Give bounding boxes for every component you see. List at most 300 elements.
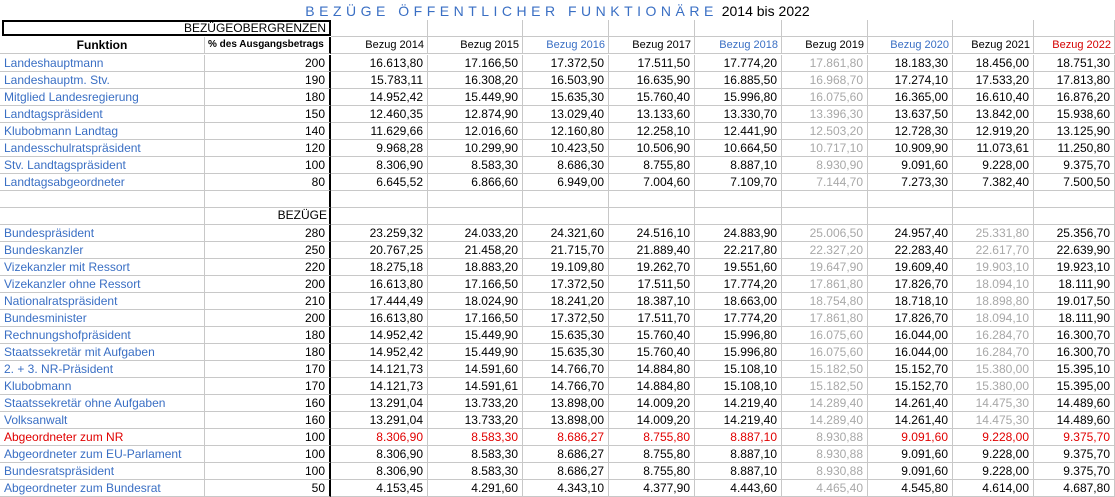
row-pct: 250 bbox=[205, 242, 331, 259]
row-value: 16.075,60 bbox=[782, 327, 868, 344]
row-value: 8.930,88 bbox=[782, 429, 868, 446]
row-value: 22.283,40 bbox=[868, 242, 953, 259]
column-header-year: Bezug 2018 bbox=[695, 37, 782, 54]
row-name: Abgeordneter zum EU-Parlament bbox=[0, 446, 205, 463]
row-value: 9.091,60 bbox=[868, 429, 953, 446]
row-value: 16.610,40 bbox=[953, 89, 1034, 106]
row-value: 8.755,80 bbox=[609, 429, 695, 446]
row-pct: 200 bbox=[205, 310, 331, 327]
row-value: 8.755,80 bbox=[609, 157, 695, 174]
row-value: 15.783,11 bbox=[331, 72, 428, 89]
row-pct: 160 bbox=[205, 395, 331, 412]
row-value: 18.275,18 bbox=[331, 259, 428, 276]
row-pct: 200 bbox=[205, 55, 331, 72]
row-value: 8.887,10 bbox=[695, 157, 782, 174]
row-value: 7.273,30 bbox=[868, 174, 953, 191]
page-title bbox=[0, 2, 1115, 20]
row-value: 18.183,30 bbox=[868, 55, 953, 72]
row-value: 15.996,80 bbox=[695, 344, 782, 361]
row-value: 8.887,10 bbox=[695, 463, 782, 480]
row-value: 12.874,90 bbox=[428, 106, 523, 123]
row-value: 24.957,40 bbox=[868, 225, 953, 242]
row-value: 15.182,50 bbox=[782, 361, 868, 378]
blank-cell bbox=[609, 20, 695, 37]
row-value: 4.377,90 bbox=[609, 480, 695, 497]
row-value: 14.009,20 bbox=[609, 412, 695, 429]
row-value: 8.306,90 bbox=[331, 157, 428, 174]
row-value: 4.153,45 bbox=[331, 480, 428, 497]
row-value: 14.766,70 bbox=[523, 378, 609, 395]
row-value: 10.506,90 bbox=[609, 140, 695, 157]
row-value: 19.647,90 bbox=[782, 259, 868, 276]
row-pct: 160 bbox=[205, 412, 331, 429]
row-value: 15.380,00 bbox=[953, 361, 1034, 378]
row-value: 14.884,80 bbox=[609, 361, 695, 378]
row-value: 7.500,50 bbox=[1034, 174, 1115, 191]
row-value: 13.330,70 bbox=[695, 106, 782, 123]
row-value: 18.024,90 bbox=[428, 293, 523, 310]
row-value: 8.686,27 bbox=[523, 429, 609, 446]
row-value: 13.733,20 bbox=[428, 395, 523, 412]
blank-cell bbox=[695, 208, 782, 225]
row-value: 17.511,70 bbox=[609, 310, 695, 327]
row-value: 17.511,50 bbox=[609, 276, 695, 293]
row-pct: 150 bbox=[205, 106, 331, 123]
row-value: 17.444,49 bbox=[331, 293, 428, 310]
row-value: 17.774,20 bbox=[695, 55, 782, 72]
section-label-grenzen: BEZÜGEOBERGRENZEN bbox=[2, 20, 331, 36]
row-value: 10.909,90 bbox=[868, 140, 953, 157]
row-value: 14.766,70 bbox=[523, 361, 609, 378]
blank-cell bbox=[868, 208, 953, 225]
row-value: 15.635,30 bbox=[523, 344, 609, 361]
row-value: 13.898,00 bbox=[523, 395, 609, 412]
row-value: 17.826,70 bbox=[868, 276, 953, 293]
row-value: 24.883,90 bbox=[695, 225, 782, 242]
row-value: 12.441,90 bbox=[695, 123, 782, 140]
row-value: 14.121,73 bbox=[331, 378, 428, 395]
row-value: 13.637,50 bbox=[868, 106, 953, 123]
row-value: 19.609,40 bbox=[868, 259, 953, 276]
row-value: 4.343,10 bbox=[523, 480, 609, 497]
row-value: 15.996,80 bbox=[695, 327, 782, 344]
row-value: 15.760,40 bbox=[609, 327, 695, 344]
column-header-year: Bezug 2020 bbox=[868, 37, 953, 54]
title-spaced: BEZÜGE ÖFFENTLICHER FUNKTIONÄRE bbox=[305, 3, 718, 19]
blank-cell bbox=[331, 20, 428, 37]
row-value: 18.387,10 bbox=[609, 293, 695, 310]
blank-cell bbox=[205, 191, 331, 208]
row-value: 14.009,20 bbox=[609, 395, 695, 412]
row-value: 22.217,80 bbox=[695, 242, 782, 259]
row-name: Staatssekretär mit Aufgaben bbox=[0, 344, 205, 361]
row-value: 8.686,30 bbox=[523, 157, 609, 174]
row-value: 8.306,90 bbox=[331, 429, 428, 446]
blank-cell bbox=[1034, 191, 1115, 208]
row-value: 18.754,80 bbox=[782, 293, 868, 310]
row-value: 9.091,60 bbox=[868, 463, 953, 480]
row-value: 18.751,30 bbox=[1034, 55, 1115, 72]
row-value: 8.686,27 bbox=[523, 446, 609, 463]
row-value: 8.306,90 bbox=[331, 463, 428, 480]
blank-cell bbox=[695, 191, 782, 208]
row-value: 13.125,90 bbox=[1034, 123, 1115, 140]
row-pct: 100 bbox=[205, 446, 331, 463]
blank-cell bbox=[428, 208, 523, 225]
row-value: 24.033,20 bbox=[428, 225, 523, 242]
row-value: 17.861,80 bbox=[782, 310, 868, 327]
row-pct: 170 bbox=[205, 361, 331, 378]
row-value: 16.968,70 bbox=[782, 72, 868, 89]
blank-cell bbox=[1034, 208, 1115, 225]
row-value: 9.228,00 bbox=[953, 463, 1034, 480]
row-pct: 100 bbox=[205, 429, 331, 446]
row-pct: 80 bbox=[205, 174, 331, 191]
row-value: 15.760,40 bbox=[609, 89, 695, 106]
row-value: 13.396,30 bbox=[782, 106, 868, 123]
row-value: 15.152,70 bbox=[868, 378, 953, 395]
row-value: 15.380,00 bbox=[953, 378, 1034, 395]
blank-cell bbox=[428, 20, 523, 37]
row-value: 22.639,90 bbox=[1034, 242, 1115, 259]
row-value: 13.898,00 bbox=[523, 412, 609, 429]
row-value: 25.331,80 bbox=[953, 225, 1034, 242]
row-value: 14.884,80 bbox=[609, 378, 695, 395]
row-value: 9.228,00 bbox=[953, 429, 1034, 446]
row-value: 14.475,30 bbox=[953, 395, 1034, 412]
row-value: 6.866,60 bbox=[428, 174, 523, 191]
row-value: 14.952,42 bbox=[331, 327, 428, 344]
row-value: 12.503,20 bbox=[782, 123, 868, 140]
row-value: 19.262,70 bbox=[609, 259, 695, 276]
row-value: 18.456,00 bbox=[953, 55, 1034, 72]
row-value: 16.300,70 bbox=[1034, 344, 1115, 361]
row-value: 7.109,70 bbox=[695, 174, 782, 191]
blank-cell bbox=[1034, 20, 1115, 37]
row-value: 9.091,60 bbox=[868, 446, 953, 463]
row-value: 17.861,80 bbox=[782, 55, 868, 72]
blank-cell bbox=[0, 191, 205, 208]
row-value: 18.241,20 bbox=[523, 293, 609, 310]
row-value: 12.016,60 bbox=[428, 123, 523, 140]
row-pct: 140 bbox=[205, 123, 331, 140]
row-name: Bundesminister bbox=[0, 310, 205, 327]
row-value: 14.121,73 bbox=[331, 361, 428, 378]
blank-cell bbox=[868, 20, 953, 37]
row-value: 14.591,61 bbox=[428, 378, 523, 395]
row-value: 14.952,42 bbox=[331, 344, 428, 361]
row-pct: 280 bbox=[205, 225, 331, 242]
blank-cell bbox=[331, 208, 428, 225]
row-value: 17.274,10 bbox=[868, 72, 953, 89]
row-value: 9.968,28 bbox=[331, 140, 428, 157]
row-name: Abgeordneter zum NR bbox=[0, 429, 205, 446]
blank-cell bbox=[523, 20, 609, 37]
row-pct: 180 bbox=[205, 89, 331, 106]
row-value: 17.774,20 bbox=[695, 310, 782, 327]
row-value: 18.883,20 bbox=[428, 259, 523, 276]
row-value: 17.372,50 bbox=[523, 276, 609, 293]
row-value: 14.289,40 bbox=[782, 395, 868, 412]
row-value: 15.152,70 bbox=[868, 361, 953, 378]
row-value: 21.715,70 bbox=[523, 242, 609, 259]
row-value: 10.299,90 bbox=[428, 140, 523, 157]
row-pct: 200 bbox=[205, 276, 331, 293]
row-value: 12.460,35 bbox=[331, 106, 428, 123]
row-value: 22.617,70 bbox=[953, 242, 1034, 259]
row-name: Vizekanzler ohne Ressort bbox=[0, 276, 205, 293]
row-value: 8.686,27 bbox=[523, 463, 609, 480]
row-value: 17.826,70 bbox=[868, 310, 953, 327]
row-value: 7.004,60 bbox=[609, 174, 695, 191]
row-value: 4.465,40 bbox=[782, 480, 868, 497]
row-value: 21.458,20 bbox=[428, 242, 523, 259]
row-value: 24.321,60 bbox=[523, 225, 609, 242]
row-value: 17.774,20 bbox=[695, 276, 782, 293]
row-value: 25.006,50 bbox=[782, 225, 868, 242]
row-value: 15.449,90 bbox=[428, 89, 523, 106]
row-value: 16.284,70 bbox=[953, 344, 1034, 361]
row-value: 20.767,25 bbox=[331, 242, 428, 259]
row-value: 13.842,00 bbox=[953, 106, 1034, 123]
row-value: 7.144,70 bbox=[782, 174, 868, 191]
row-value: 16.308,20 bbox=[428, 72, 523, 89]
row-value: 16.613,80 bbox=[331, 310, 428, 327]
row-value: 9.228,00 bbox=[953, 446, 1034, 463]
row-value: 18.898,80 bbox=[953, 293, 1034, 310]
row-value: 4.443,60 bbox=[695, 480, 782, 497]
row-value: 18.094,10 bbox=[953, 276, 1034, 293]
row-value: 14.219,40 bbox=[695, 412, 782, 429]
row-pct: 180 bbox=[205, 327, 331, 344]
row-value: 15.395,10 bbox=[1034, 361, 1115, 378]
row-pct: 210 bbox=[205, 293, 331, 310]
row-value: 19.923,10 bbox=[1034, 259, 1115, 276]
row-value: 8.930,88 bbox=[782, 446, 868, 463]
row-value: 15.108,10 bbox=[695, 378, 782, 395]
row-pct: 100 bbox=[205, 463, 331, 480]
column-header-year: Bezug 2015 bbox=[428, 37, 523, 54]
column-header-funktion: Funktion bbox=[0, 37, 205, 54]
row-value: 17.372,50 bbox=[523, 310, 609, 327]
row-value: 4.545,80 bbox=[868, 480, 953, 497]
row-pct: 170 bbox=[205, 378, 331, 395]
row-name: Vizekanzler mit Ressort bbox=[0, 259, 205, 276]
row-value: 16.613,80 bbox=[331, 276, 428, 293]
row-value: 16.503,90 bbox=[523, 72, 609, 89]
row-value: 12.728,30 bbox=[868, 123, 953, 140]
row-value: 15.449,90 bbox=[428, 344, 523, 361]
row-value: 14.261,40 bbox=[868, 412, 953, 429]
row-name: Landesschulratspräsident bbox=[0, 140, 205, 157]
column-header-year: Bezug 2017 bbox=[609, 37, 695, 54]
row-value: 22.327,20 bbox=[782, 242, 868, 259]
row-value: 8.887,10 bbox=[695, 429, 782, 446]
row-value: 14.261,40 bbox=[868, 395, 953, 412]
row-value: 11.629,66 bbox=[331, 123, 428, 140]
row-value: 17.861,80 bbox=[782, 276, 868, 293]
row-value: 17.372,50 bbox=[523, 55, 609, 72]
row-name: Bundeskanzler bbox=[0, 242, 205, 259]
row-value: 16.300,70 bbox=[1034, 327, 1115, 344]
row-name: Staatssekretär ohne Aufgaben bbox=[0, 395, 205, 412]
row-value: 12.160,80 bbox=[523, 123, 609, 140]
blank-cell bbox=[428, 191, 523, 208]
row-value: 18.111,90 bbox=[1034, 276, 1115, 293]
column-header-year: Bezug 2016 bbox=[523, 37, 609, 54]
row-value: 9.091,60 bbox=[868, 157, 953, 174]
row-value: 15.635,30 bbox=[523, 327, 609, 344]
row-value: 18.663,00 bbox=[695, 293, 782, 310]
blank-cell bbox=[331, 191, 428, 208]
column-header-year: Bezug 2019 bbox=[782, 37, 868, 54]
row-name: Bundespräsident bbox=[0, 225, 205, 242]
blank-cell bbox=[953, 208, 1034, 225]
row-value: 16.075,60 bbox=[782, 89, 868, 106]
row-pct: 50 bbox=[205, 480, 331, 497]
row-name: 2. + 3. NR-Präsident bbox=[0, 361, 205, 378]
row-value: 15.635,30 bbox=[523, 89, 609, 106]
row-value: 8.306,90 bbox=[331, 446, 428, 463]
row-value: 14.591,60 bbox=[428, 361, 523, 378]
row-value: 13.133,60 bbox=[609, 106, 695, 123]
row-value: 18.718,10 bbox=[868, 293, 953, 310]
row-value: 17.511,50 bbox=[609, 55, 695, 72]
row-value: 21.889,40 bbox=[609, 242, 695, 259]
row-value: 8.887,10 bbox=[695, 446, 782, 463]
row-value: 9.375,70 bbox=[1034, 157, 1115, 174]
row-value: 10.423,50 bbox=[523, 140, 609, 157]
row-pct: 190 bbox=[205, 72, 331, 89]
row-name: Stv. Landtagspräsident bbox=[0, 157, 205, 174]
row-name: Nationalratspräsident bbox=[0, 293, 205, 310]
row-value: 15.938,60 bbox=[1034, 106, 1115, 123]
row-value: 13.291,04 bbox=[331, 412, 428, 429]
row-value: 18.111,90 bbox=[1034, 310, 1115, 327]
row-value: 12.258,10 bbox=[609, 123, 695, 140]
row-value: 6.645,52 bbox=[331, 174, 428, 191]
row-name: Bundesratspräsident bbox=[0, 463, 205, 480]
row-value: 15.760,40 bbox=[609, 344, 695, 361]
blank-cell bbox=[523, 208, 609, 225]
row-value: 8.930,90 bbox=[782, 157, 868, 174]
row-value: 16.284,70 bbox=[953, 327, 1034, 344]
row-value: 11.250,80 bbox=[1034, 140, 1115, 157]
row-value: 23.259,32 bbox=[331, 225, 428, 242]
row-value: 10.664,50 bbox=[695, 140, 782, 157]
row-value: 4.291,60 bbox=[428, 480, 523, 497]
column-header-year: Bezug 2021 bbox=[953, 37, 1034, 54]
row-value: 8.583,30 bbox=[428, 446, 523, 463]
row-value: 4.687,80 bbox=[1034, 480, 1115, 497]
row-name: Volksanwalt bbox=[0, 412, 205, 429]
row-value: 6.949,00 bbox=[523, 174, 609, 191]
row-pct: 100 bbox=[205, 157, 331, 174]
blank-cell bbox=[523, 191, 609, 208]
blank-cell bbox=[695, 20, 782, 37]
row-value: 25.356,70 bbox=[1034, 225, 1115, 242]
row-value: 16.075,60 bbox=[782, 344, 868, 361]
row-value: 15.449,90 bbox=[428, 327, 523, 344]
row-value: 16.885,50 bbox=[695, 72, 782, 89]
row-value: 17.166,50 bbox=[428, 55, 523, 72]
row-value: 10.717,10 bbox=[782, 140, 868, 157]
row-value: 8.583,30 bbox=[428, 157, 523, 174]
row-name: Abgeordneter zum Bundesrat bbox=[0, 480, 205, 497]
row-value: 4.614,00 bbox=[953, 480, 1034, 497]
row-value: 8.755,80 bbox=[609, 463, 695, 480]
row-name: Landeshauptm. Stv. bbox=[0, 72, 205, 89]
row-name: Rechnungshofpräsident bbox=[0, 327, 205, 344]
section-label-bezuege: BEZÜGE bbox=[277, 208, 327, 222]
row-value: 17.813,80 bbox=[1034, 72, 1115, 89]
title-years: 2014 bis 2022 bbox=[721, 3, 810, 19]
row-pct: 120 bbox=[205, 140, 331, 157]
row-value: 15.182,50 bbox=[782, 378, 868, 395]
row-value: 13.029,40 bbox=[523, 106, 609, 123]
row-value: 14.475,30 bbox=[953, 412, 1034, 429]
row-pct: 180 bbox=[205, 344, 331, 361]
row-value: 17.166,50 bbox=[428, 310, 523, 327]
row-name: Klubobmann bbox=[0, 378, 205, 395]
blank-cell bbox=[868, 191, 953, 208]
row-value: 9.228,00 bbox=[953, 157, 1034, 174]
blank-cell bbox=[953, 191, 1034, 208]
row-value: 19.017,50 bbox=[1034, 293, 1115, 310]
blank-cell bbox=[782, 191, 868, 208]
blank-cell bbox=[609, 191, 695, 208]
row-value: 15.395,00 bbox=[1034, 378, 1115, 395]
row-value: 19.551,60 bbox=[695, 259, 782, 276]
row-value: 15.108,10 bbox=[695, 361, 782, 378]
row-value: 16.635,90 bbox=[609, 72, 695, 89]
row-value: 16.044,00 bbox=[868, 327, 953, 344]
column-header-year: Bezug 2022 bbox=[1034, 37, 1115, 54]
row-value: 13.291,04 bbox=[331, 395, 428, 412]
row-name: Klubobmann Landtag bbox=[0, 123, 205, 140]
blank-cell bbox=[609, 208, 695, 225]
row-pct: 220 bbox=[205, 259, 331, 276]
blank-cell bbox=[0, 208, 205, 225]
row-value: 12.919,20 bbox=[953, 123, 1034, 140]
row-value: 8.755,80 bbox=[609, 446, 695, 463]
row-value: 14.952,42 bbox=[331, 89, 428, 106]
row-value: 16.613,80 bbox=[331, 55, 428, 72]
row-value: 9.375,70 bbox=[1034, 446, 1115, 463]
row-name: Landtagsabgeordneter bbox=[0, 174, 205, 191]
row-value: 17.533,20 bbox=[953, 72, 1034, 89]
row-value: 8.930,88 bbox=[782, 463, 868, 480]
row-value: 8.583,30 bbox=[428, 429, 523, 446]
row-value: 8.583,30 bbox=[428, 463, 523, 480]
row-value: 9.375,70 bbox=[1034, 429, 1115, 446]
blank-cell bbox=[782, 20, 868, 37]
row-value: 16.876,20 bbox=[1034, 89, 1115, 106]
row-value: 15.996,80 bbox=[695, 89, 782, 106]
row-value: 24.516,10 bbox=[609, 225, 695, 242]
row-value: 19.903,10 bbox=[953, 259, 1034, 276]
row-value: 7.382,40 bbox=[953, 174, 1034, 191]
row-value: 11.073,61 bbox=[953, 140, 1034, 157]
row-value: 16.044,00 bbox=[868, 344, 953, 361]
row-value: 18.094,10 bbox=[953, 310, 1034, 327]
row-value: 14.289,40 bbox=[782, 412, 868, 429]
row-value: 13.733,20 bbox=[428, 412, 523, 429]
row-value: 16.365,00 bbox=[868, 89, 953, 106]
row-value: 9.375,70 bbox=[1034, 463, 1115, 480]
column-header-pct: % des Ausgangsbetrags bbox=[205, 37, 331, 54]
row-value: 17.166,50 bbox=[428, 276, 523, 293]
